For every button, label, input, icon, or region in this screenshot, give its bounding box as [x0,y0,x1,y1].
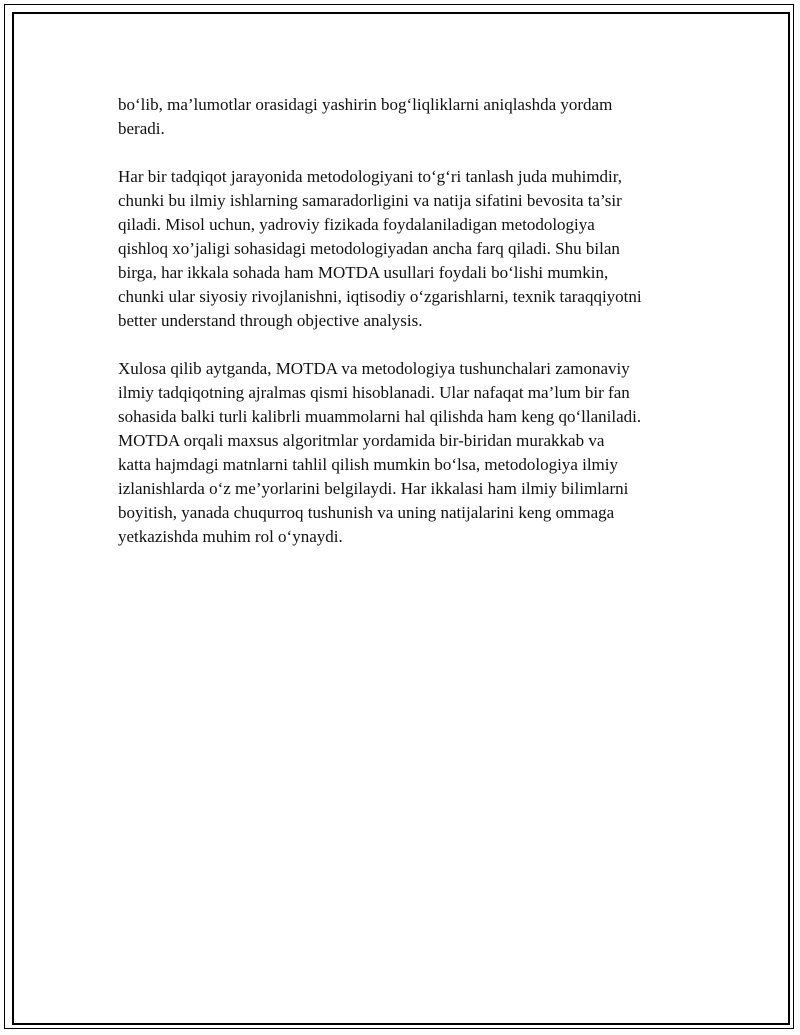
paragraph-line: ilmiy tadqiqotning ajralmas qismi hisoblanadi. Ular nafaqat ma’lum bir fan [118,383,630,402]
paragraph-line: izlanishlarda o‘z me’yorlarini belgilaydi. Har ikkalasi ham ilmiy bilimlarni [118,479,629,498]
document-body [118,93,688,573]
paragraph-line: qiladi. Misol uchun, yadroviy fizikada foydalaniladigan metodologiya [118,215,595,234]
paragraph-line: katta hajmdagi matnlarni tahlil qilish mumkin bo‘lsa, metodologiya ilmiy [118,455,619,474]
paragraph-line: MOTDA orqali maxsus algoritmlar yordamida bir-biridan murakkab va [118,431,605,450]
paragraph-line: better understand through objective analysis. [118,311,423,330]
paragraph-line: chunki bu ilmiy ishlarning samaradorligini va natija sifatini bevosita ta’sir [118,191,622,210]
paragraph-line: qishloq xo’jaligi sohasidagi metodologiyadan ancha farq qiladi. Shu bilan [118,239,620,258]
paragraph-line: birga, har ikkala sohada ham MOTDA usullari foydali bo‘lishi mumkin, [118,263,609,282]
paragraph-3 [118,357,688,549]
paragraph-line: beradi. [118,119,165,138]
paragraph-line: bo‘lib, ma’lumotlar orasidagi yashirin bog‘liqliklarni aniqlashda yordam [118,95,613,114]
paragraph-line: boyitish, yanada chuqurroq tushunish va uning natijalarini keng ommaga [118,503,615,522]
paragraph-2 [118,165,688,333]
paragraph-line: sohasida balki turli kalibrli muammolarni hal qilishda ham keng qo‘llaniladi. [118,407,642,426]
paragraph-line: Xulosa qilib aytganda, MOTDA va metodologiya tushunchalari zamonaviy [118,359,630,378]
paragraph-1 [118,93,688,141]
paragraph-line: chunki ular siyosiy rivojlanishni, iqtisodiy o‘zgarishlarni, texnik taraqqiyotni [118,287,642,306]
paragraph-line: yetkazishda muhim rol o‘ynaydi. [118,527,343,546]
paragraph-line: Har bir tadqiqot jarayonida metodologiyani to‘g‘ri tanlash juda muhimdir, [118,167,623,186]
